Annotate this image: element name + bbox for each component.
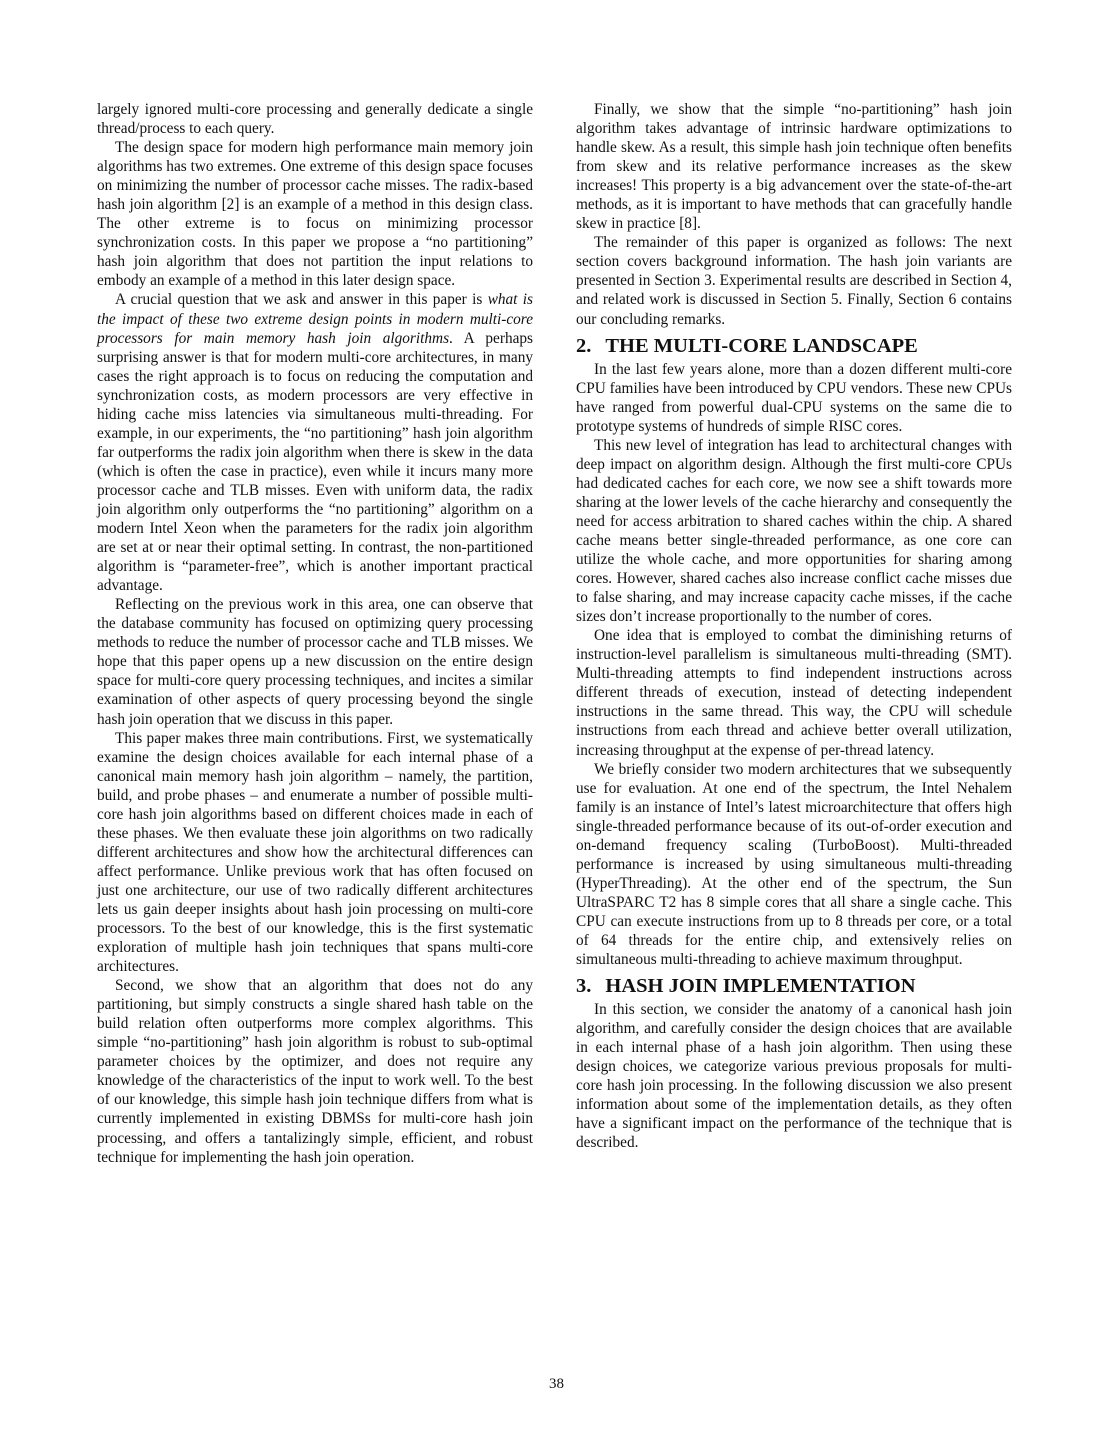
paragraph: Reflecting on the previous work in this area, one can observe that the database community has focused on optimizing query processing methods to reduce the number of processor cache and TLB misses. We hope that this paper opens up a new discussion on the entire design space for multi-core query processing techniques, and incites a similar examination of other aspects of query processing beyond the single hash join operation that we discuss in this paper.: [97, 596, 533, 728]
paragraph: The remainder of this paper is organized as follows: The next section covers background information. The hash join variants are presented in Section 3. Experimental results are described in Section 4, and related work is discussed in Section 5. Finally, Section 6 contains our concluding remarks.: [576, 234, 1012, 328]
paragraph: This paper makes three main contributions. First, we systematically examine the design choices available for each internal phase of a canonical main memory hash join algorithm – namely, the partition, build, and probe phases – and enumerate a number of possible multi-core hash join algorithms based on different choices made in each of these phases. We then evaluate these join algorithms on two radically different architectures and show how the architectural differences can affect performance. Unlike previous work that has often focused on just one architecture, our use of two radically different architectures lets us gain deeper insights about hash join processing on multi-core processors. To the best of our knowledge, this is the first systematic exploration of multiple hash join techniques that spans multi-core architectures.: [97, 729, 533, 976]
section-number: 2.: [576, 334, 592, 357]
paragraph: This new level of integration has lead to architectural changes with deep impact on algorithm design. Although the first multi-core CPUs had dedicated caches for each core, we now see a shift towards more sharing at the lower levels of the cache hierarchy and consequently the need for access arbitration to shared caches within the chip. A shared cache means better single-threaded performance, as one core can utilize the whole cache, and more opportunities for sharing among cores. However, shared caches also increase conflict cache misses due to false sharing, and may increase capacity cache misses, if the cache sizes don’t increase proportionally to the number of cores.: [576, 436, 1012, 626]
section-heading-2: [576, 334, 1012, 358]
page-number: 38: [549, 1376, 564, 1392]
paragraph: Finally, we show that the simple “no-partitioning” hash join algorithm takes advantage of intrinsic hardware optimizations to handle skew. As a result, this simple hash join technique often benefits from skew and its relative performance increases as the skew increases! This property is a big advancement over the state-of-the-art methods, as it is important to have methods that can gracefully handle skew in practice [8].: [576, 101, 1012, 233]
paragraph: In the last few years alone, more than a dozen different multi-core CPU families have been introduced by CPU vendors. These new CPUs have ranged from powerful dual-CPU systems on the same die to prototype systems of hundreds of simple RISC cores.: [576, 360, 1012, 435]
paragraph: We briefly consider two modern architectures that we subsequently use for evaluation. At one end of the spectrum, the Intel Nehalem family is an instance of Intel’s latest microarchitecture that offers high single-threaded performance because of its out-of-order execution and on-demand frequency scaling (TurboBoost). Multi-threaded performance is increased by using simultaneous multi-threading (HyperThreading). At the other end of the spectrum, the Sun UltraSPARC T2 has 8 simple cores that all share a single cache. This CPU can execute instructions from up to 8 threads per core, or a total of 64 threads for the entire chip, and extensively relies on simultaneous multi-threading to achieve maximum throughput.: [576, 760, 1012, 969]
paragraph: largely ignored multi-core processing and generally dedicate a single thread/process to each query.: [97, 101, 533, 138]
right-column: [576, 100, 1012, 1152]
paragraph: The design space for modern high performance main memory join algorithms has two extremes. One extreme of this design space focuses on minimizing the number of processor cache misses. The radix-based hash join algorithm [2] is an example of a method in this design class. The other extreme is to focus on minimizing processor synchronization costs. In this paper we propose a “no partitioning” hash join algorithm that does not partition the input relations to embody an example of a method in this later design space.: [97, 139, 533, 290]
section-heading-3: [576, 974, 1012, 998]
paragraph: One idea that is employed to combat the diminishing returns of instruction-level parallelism is simultaneous multi-threading (SMT). Multi-threading attempts to find independent instructions across different threads of execution, instead of detecting independent instructions in the same thread. This way, the CPU will schedule instructions from each thread and achieve better overall utilization, increasing throughput at the expense of per-thread latency.: [576, 627, 1012, 759]
paragraph-text: . A perhaps surprising answer is that for modern multi-core architectures, in many cases the right approach is to focus on reducing the computation and synchronization costs, as modern processors are very effective in hiding cache miss latencies via simultaneous multi-threading. For example, in our experiments, the “no partitioning” hash join algorithm far outperforms the radix join algorithm when there is skew in the data (which is often the case in practice), even while it incurs many more processor cache and TLB misses. Even with uniform data, the radix join algorithm only outperforms the “no partitioning” algorithm on a modern Intel Xeon when the parameters for the radix join algorithm are set at or near their optimal setting. In contrast, the non-partitioned algorithm is “parameter-free”, which is another important practical advantage.: [97, 329, 533, 595]
paragraph: Second, we show that an algorithm that does not do any partitioning, but simply constructs a single shared hash table on the build relation often outperforms more complex algorithms. This simple “no-partitioning” hash join algorithm is robust to sub-optimal parameter choices by the optimizer, and does not require any knowledge of the characteristics of the input to work well. To the best of our knowledge, this simple hash join technique differs from what is currently implemented in existing DBMSs for multi-core hash join processing, and offers a tantalizingly simple, efficient, and robust technique for implementing the hash join operation.: [97, 977, 533, 1166]
paragraph: In this section, we consider the anatomy of a canonical hash join algorithm, and carefully consider the design choices that are available in each internal phase of a hash join algorithm. Then using these design choices, we categorize various previous proposals for multi-core hash join processing. In the following discussion we also present information about some of the implementation details, as they often have a significant impact on the performance of the technique that is described.: [576, 1001, 1012, 1152]
paragraph-text: A crucial question that we ask and answer in this paper is: [115, 291, 488, 309]
section-number: 3.: [576, 975, 592, 998]
emphasized-question: what is the impact of these two extreme design points in modern multi-core processors for main memory hash join algorithms: [97, 291, 533, 347]
section-title: HASH JOIN IMPLEMENTATION: [605, 975, 916, 998]
left-column: [97, 100, 533, 1167]
paragraph: [97, 290, 533, 595]
section-title: THE MULTI-CORE LANDSCAPE: [605, 334, 918, 357]
